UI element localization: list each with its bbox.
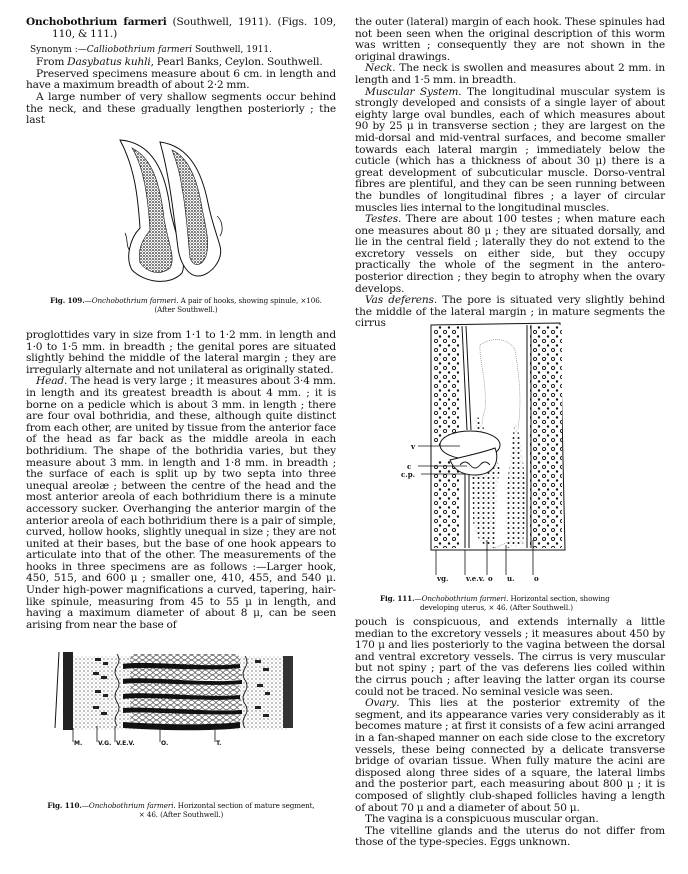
paragraph-vagina: The vagina is a conspicuous muscular organ.	[365, 813, 599, 826]
annotation-v: v	[411, 442, 416, 451]
figure-109-caption	[26, 296, 346, 314]
paragraph-size: Preserved specimens measure about 6 cm. in length and have a maximum breadth of about 2·2 mm.	[26, 67, 336, 92]
figure-110	[55, 650, 300, 750]
figure-111	[401, 320, 605, 585]
paragraph-segments: A large number of very shallow segments occur behind the neck, and these gradually lengthen posteriorly ; the last	[26, 90, 336, 127]
neck-text: . The neck is swollen and measures about 2 mm. in length and 1·5 mm. in breadth.	[355, 62, 665, 86]
figure-species: —Onchobothrium farmeri.	[84, 296, 179, 305]
synonym-name: Calliobothrium farmeri	[86, 45, 193, 56]
annotation-vev: V.E.V.	[116, 740, 135, 747]
paragraph-head	[26, 376, 336, 631]
annotation-vg: V.G.	[98, 740, 112, 747]
section-label-testes: Testes	[365, 213, 399, 226]
paragraph-proglottides: proglottides vary in size from 1·1 to 1·2 mm. in length and 1·0 to 1·5 mm. in breadth ; the genital pores are situated slightly behind the middle of the lateral margin ; they are irregularly alternate and not unilateral as originally stated.	[26, 329, 336, 376]
figure-text: Horizontal section of mature segment, × 46. (After Southwell.)	[138, 801, 315, 819]
caption-line	[380, 594, 650, 612]
left-column-middle	[26, 330, 336, 631]
annotation-c: c	[407, 462, 412, 471]
annotation-o-left: o	[488, 574, 493, 583]
left-column	[26, 0, 336, 127]
head-text: . The head is very large ; it measures about 3·4 mm. in length and its greatest breadth is about 4 mm. ; it is borne on a pedicle which is about 3 mm. in length ; there are four oval bothridia, and these, although quite distinct from each other, are united by tissue from the anterior face of the head as far back as the middle areola in each bothridium. The shape of the bothridia varies, but they measure about 3 mm. in length and 1·8 mm. in breadth ; the surface of each is split up by two septa into three unequal areolæ ; between the centre of the head and the most anterior areola of each bothridium there is a minute accessory sucker. Overhanging the anterior margin of the anterior areola of each bothridium there is a pair of simple, curved, hollow hooks, slightly unequal in size ; they are not united at their bases, but the base of one hook appears to articulate into that of the other. The measurements of the hooks in three specimens are as follows :—Larger hook, 450, 515, and 600 μ ; smaller one, 410, 455, and 540 μ. Under high-power magnifications a curved, tapering, hair-like spinule, measuring from 45 to 55 μ in length, and having a maximum diameter of about 8 μ, can be seen arising from near the base of	[26, 375, 336, 631]
section-label-muscular: Muscular System	[365, 85, 459, 98]
figure-111-caption	[380, 594, 650, 612]
synonym-line	[30, 44, 336, 56]
caption-line	[46, 801, 316, 819]
paragraph-neck	[355, 63, 665, 86]
host-name: Dasybatus kuhli	[67, 56, 151, 69]
annotation-o-right: o	[534, 574, 539, 583]
section-label-vas-deferens: Vas deferens	[365, 294, 434, 307]
annotation-t: T.	[216, 740, 222, 747]
species-heading	[26, 17, 336, 40]
section-label-ovary: Ovary	[365, 697, 397, 710]
figure-text: A pair of hooks, showing spinule, ×106.	[178, 296, 322, 305]
section-label-head: Head	[36, 375, 65, 388]
muscular-text: . The longitudinal muscular system is strongly developed and consists of a single layer of about eighty large oval bundles, each of which measures about 90 by 25 μ in transverse section ; they are largest on the mid-dorsal and mid-ventral surfaces, and become smaller towards each lateral margin ; immediately below the cuticle (which has a thickness of about 30 μ) there is a great development of subcuticular muscle. Dorso-ventral fibres are plentiful, and they can be seen running between the bundles of longitudinal fibres ; a layer of circular muscles lies internal to the longitudinal muscles.	[355, 85, 665, 214]
annotation-o: O.	[161, 740, 169, 747]
host-prefix: From	[36, 56, 68, 69]
annotation-cp: c.p.	[401, 470, 416, 479]
uterus-section-illustration	[401, 320, 605, 585]
right-column-top	[355, 17, 665, 330]
paragraph-testes	[355, 214, 665, 295]
mature-segment-illustration	[55, 650, 300, 750]
paragraph-vitelline: The vitelline glands and the uterus do not differ from those of the type-species. Eggs unknown.	[355, 824, 665, 849]
paragraph-cirrus-pouch: pouch is conspicuous, and extends internally a little median to the excretory vessels ; it measures about 450 by 170 μ and lies posteriorly to the vagina between the dorsal and ventral excretory vessels. The cirrus is very muscular but not spiny ; part of the vas deferens lies coiled within the cirrus pouch ; after leaving the latter organ its course could not be traced. No seminal vesicle was seen.	[355, 616, 665, 698]
synonym-suffix: Southwell, 1911.	[192, 45, 273, 56]
synonym-prefix: Synonym :—	[30, 45, 87, 56]
right-column-bottom	[355, 617, 665, 849]
ovary-text: . This lies at the posterior extremity of the segment, and its appearance varies very considerably as it becomes mature ; at first it consists of a few acini arranged in a fan-shaped manner on each side close to the excretory vessels, these being connected by a delicate transverse bridge of ovarian tissue. When fully mature the acini are disposed along three sides of a square, the lateral limbs and the posterior part, each measuring about 800 μ ; it is composed of slightly club-shaped follicles having a length of about 70 μ and a diameter of about 50 μ.	[355, 697, 665, 814]
figure-species: —Onchobothrium farmeri.	[81, 801, 176, 810]
species-authority: (Southwell, 1911). (Figs. 109, 110, & 111.)	[52, 16, 336, 40]
section-label-neck: Neck	[365, 62, 393, 75]
hooks-illustration	[110, 138, 250, 288]
figure-credit: (After Southwell.)	[154, 305, 218, 314]
figure-label: Fig. 111.	[380, 594, 415, 603]
figure-species: —Onchobothrium farmeri.	[414, 594, 509, 603]
paragraph-ovary	[355, 698, 665, 814]
figure-label: Fig. 109.	[50, 296, 85, 305]
annotation-vg: vg.	[437, 574, 449, 583]
host-suffix: , Pearl Banks, Ceylon. Southwell.	[150, 56, 323, 69]
figure-label: Fig. 110.	[47, 801, 82, 810]
annotation-u: u.	[507, 574, 515, 583]
figure-109	[110, 138, 250, 288]
vas-deferens-text: . The pore is situated very slightly behind the middle of the lateral margin ; in mature segments the cirrus	[355, 294, 665, 330]
paragraph-muscular	[355, 87, 665, 215]
species-name: Onchobothrium farmeri	[26, 16, 167, 28]
figure-text: Horizontal section, showing developing uterus, × 46. (After Southwell.)	[420, 594, 610, 612]
paragraph-spinules: the outer (lateral) margin of each hook. These spinules had not been seen when the original description of this worm was written ; consequently they are not shown in the original drawings.	[355, 16, 665, 63]
testes-text: . There are about 100 testes ; when mature each one measures about 80 μ ; they are situated dorsally, and lie in the central field ; laterally they do not extend to the excretory vessels on either side, but they occupy practically the whole of the segment in the antero-posterior direction ; they begin to atrophy when the ovary develops.	[355, 213, 665, 295]
annotation-vev: v.e.v.	[466, 574, 485, 583]
annotation-m: M.	[74, 740, 83, 747]
caption-line	[26, 296, 346, 305]
figure-110-caption	[46, 801, 316, 819]
